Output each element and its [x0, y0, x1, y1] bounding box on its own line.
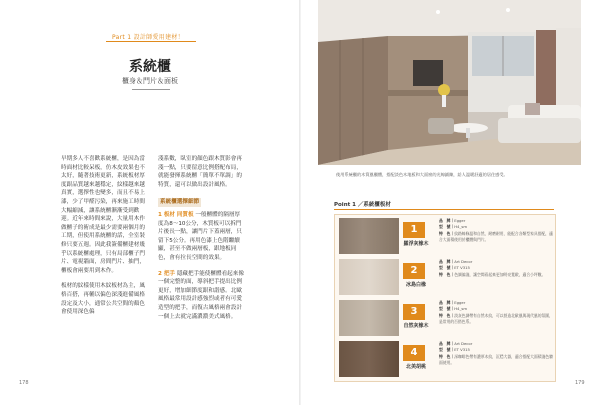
sample-number: 3	[403, 304, 425, 320]
spec-key: 特 色｜	[439, 312, 455, 318]
sample-name: 自然灰橡木	[403, 323, 429, 329]
spec-key: 型 號｜	[439, 224, 455, 230]
paragraph: 淺系數，臥室的顏色跟木質影會再淺一點，只要留意比例搭配布局，就能發揮系統櫃「簡單不單調」的特質，還可以做出設計風格。	[158, 156, 242, 188]
spec-key: 特 色｜	[439, 353, 455, 359]
page-subtitle: 櫃身＆門片＆面板	[122, 77, 178, 85]
material-panel	[334, 214, 556, 382]
sample-row-3	[335, 298, 555, 338]
detail-item-1	[158, 211, 244, 263]
brand-value: Art Decor	[454, 259, 473, 264]
wood-swatch	[339, 300, 399, 336]
wood-swatch	[339, 259, 399, 295]
interior-photo	[318, 0, 581, 165]
brand-value: Art Decor	[454, 341, 473, 346]
sample-name: 北美胡桃	[405, 364, 426, 370]
wood-swatch	[339, 218, 399, 254]
spec-key: 特 色｜	[439, 230, 455, 236]
brand-value: Egger	[454, 300, 466, 305]
page-number-left: 178	[19, 380, 29, 386]
item-text: 一般櫃體的隔層厚度為8～10公分，木質板可以拆門片後長一點，讓門片下蓋兩層，只留下5公分。再用色漆上色階繼續顯，甚至不做兩層板，跟地板同色，會有拉長空間的效果。	[158, 211, 242, 261]
code-value: H4_sm	[454, 306, 468, 312]
page-number-right: 179	[575, 380, 585, 386]
sample-spec	[439, 259, 553, 278]
sample-spec	[439, 300, 553, 325]
sample-name: 羅浮灰橡木	[403, 241, 429, 247]
paragraph: 板材的紋樣使用木紋板材為主，風格百搭，再輔以偏色深淺進備風格設定及大小，通常公共空間的顏色會使用深色偏	[61, 283, 145, 316]
code-value: H4_sm	[454, 224, 468, 230]
detail-item-2	[158, 270, 244, 322]
item-label: 1 板材	[158, 211, 176, 218]
desc-value: 色調偏淺，讓空間看起來更加明亮寬敞，適合小坪數。	[454, 271, 546, 277]
section-subhead: 系統櫃選擇細節	[160, 199, 200, 206]
item-label: 2 把手	[158, 270, 176, 277]
sample-row-2	[335, 257, 555, 297]
living-room-illustration	[318, 0, 581, 165]
book-gutter	[299, 0, 301, 405]
sample-row-1	[335, 216, 555, 256]
sample-number: 1	[403, 222, 425, 238]
sample-name: 冰島白橡	[405, 282, 426, 288]
sample-number: 4	[403, 345, 425, 361]
sample-spec	[439, 341, 553, 366]
brand-value: Egger	[454, 218, 466, 223]
paragraph: 早期多人不喜歡系統櫃，是因為當時面材比較呆板，仿木皮效果也不太好，隨著技術更新，系統板材厚度跟品質越來越穩定，紋樣越來越真實，選擇性也變多，而且不易上漆，少了甲醛污染，再來施工時間大幅縮減，讓系統櫃漸漸受到歡迎。近年來時間來說，大量用木作做櫃子的術成是最少需要兩個月的工期，但使用系統櫃的話，全室裝修只要五週。因此我簽備櫃建材幾乎以系統櫃處理，只有局部櫃子門片、電視牆面，房間門片、抽門，櫃板會兩要用到木作。	[61, 156, 145, 274]
sample-spec	[439, 218, 553, 243]
sample-number: 2	[403, 263, 425, 279]
desc-value: 淡灰色調帶有自然木紋，可以營造北歐風與現代風的氛圍，是常用的百搭色系。	[439, 312, 553, 324]
panel-title: Point 1 ／系統櫃板材	[334, 200, 554, 208]
part-tag: Part 1 設計師愛用建材！	[112, 34, 184, 41]
code-value: ET V315	[454, 265, 470, 271]
spec-key: 特 色｜	[439, 271, 455, 277]
body-column-2	[158, 155, 244, 328]
wood-swatch	[339, 341, 399, 377]
item-text: 隱藏把手能使櫃體看起來像一個完整的面，導斜把手提出比例更好，增加細節度跟和諧感。北歐風格最常用設計感強烈或者有可愛造型的把手，而復古風格兩會設計一個上去就完滿濃濃美式風格。	[158, 270, 244, 320]
spec-key: 品 牌｜	[439, 341, 455, 346]
item-highlight: 同質板	[176, 211, 194, 218]
spec-key: 品 牌｜	[439, 218, 455, 223]
title-rule	[132, 89, 170, 90]
spec-key: 品 牌｜	[439, 259, 455, 264]
spec-key: 品 牌｜	[439, 300, 455, 305]
body-column-1	[61, 155, 147, 324]
part-divider	[106, 41, 196, 42]
spec-key: 型 號｜	[439, 306, 455, 312]
desc-value: 深咖啡色帶有濃厚木紋，沉穩大器，適合搭配大面積淺色牆面使用。	[439, 353, 553, 365]
sample-row-4	[335, 339, 555, 379]
page-title: 系統櫃	[129, 59, 171, 75]
code-value: ET V315	[454, 347, 470, 353]
spec-key: 型 號｜	[439, 265, 455, 271]
photo-caption: 使用系統櫃的木質風櫃體，搭配淡色木地板和大面窗的光線鋪陳，給人溫暖舒適的居住感受。	[336, 172, 508, 177]
spec-key: 型 號｜	[439, 347, 455, 353]
desc-value: 紋路線條溫和自然，耐磨耐用，能配合各類型家具搭配，適合大面積使用於櫃體與門片。	[439, 230, 553, 242]
